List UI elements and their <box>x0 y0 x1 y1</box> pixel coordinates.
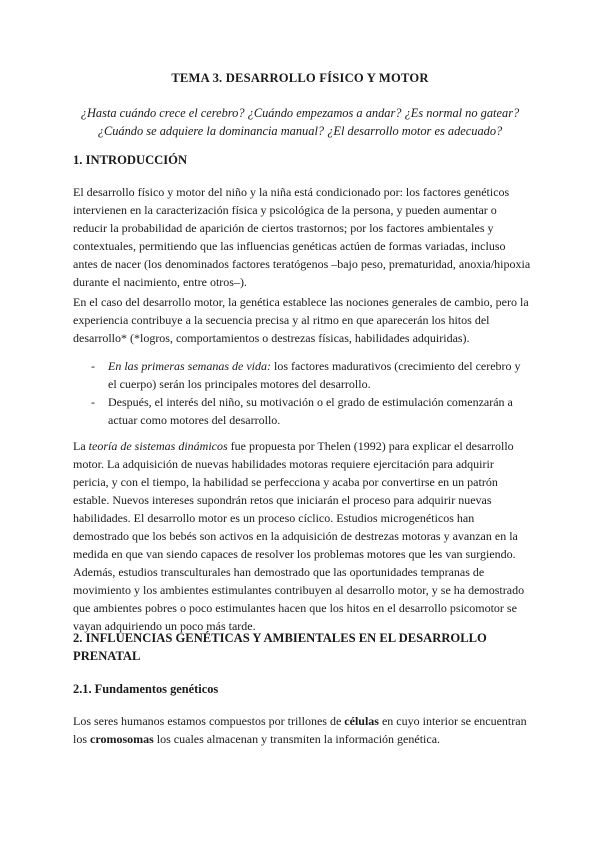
term-cells: células <box>344 714 379 728</box>
paragraph-text: los cuales almacenan y transmiten la información genética. <box>153 732 441 746</box>
list-item-text: los factores madurativos (crecimiento del cerebro y el cuerpo) serán los principales motores del desarrollo. <box>108 359 521 391</box>
genetics-paragraph <box>73 712 531 748</box>
motor-drivers-list <box>73 357 531 429</box>
bullet-dash: - <box>91 359 95 373</box>
section-2-heading: 2. INFLUENCIAS GENÉTICAS Y AMBIENTALES EN EL DESARROLLO PRENATAL <box>73 631 487 663</box>
list-item <box>73 357 531 393</box>
list-item <box>73 393 531 429</box>
paragraph-text: fue propuesta por Thelen (1992) para explicar el desarrollo motor. La adquisición de nuevas habilidades motoras requiere ejercitación para adquirir pericia, y con el tiempo, la habilidad se perfecciona y acaba por convertirse en un patrón estable. Nuevos intereses supondrán retos que iniciarán el proceso para adquirir nuevas habilidades. El desarrollo motor es un proceso cíclico. Estudios microgenéticos han demostrado que los bebés son activos en la adquisición de destrezas motoras y avanzan en la medida en que van siendo capaces de resolver los problemas motores que les van surgiendo. Además, estudios transculturales han demostrado que las oportunidades tempranas de movimiento y los ambientes estimulantes contribuyen al desarrollo motor, y se ha demostrado que ambientes pobres o poco estimulantes hacen que los hitos en el desarrollo psicomotor se vayan adquiriendo un poco más tarde. <box>73 439 525 633</box>
dynamic-systems-paragraph <box>73 437 531 635</box>
intro-paragraph-2: En el caso del desarrollo motor, la genética establece las nociones generales de cambio, pero la experiencia contribuye a la secuencia precisa y al ritmo en que aparecerán los hitos del desarrollo* (*logros, comportamientos o destrezas físicas, habilidades adquiridas). <box>73 295 529 345</box>
intro-paragraph-1: El desarrollo físico y motor del niño y la niña está condicionado por: los factores genéticos intervienen en la caracterización física y psicológica de la persona, y pueden aumentar o reducir la probabilidad de aparición de ciertos trastornos; por los factores ambientales y contextuales, permitiendo que las influencias genéticas actúen de formas variadas, incluso antes de nacer (los denominados factores teratógenos –bajo peso, prematuridad, anoxia/hipoxia durante el nacimiento, entre otros–). <box>73 185 531 289</box>
theory-term: teoría de sistemas dinámicos <box>88 439 228 453</box>
guiding-questions: ¿Hasta cuándo crece el cerebro? ¿Cuándo empezamos a andar? ¿Es normal no gatear? ¿Cuándo se adquiere la dominancia manual? ¿El desarrollo motor es adecuado? <box>80 106 520 138</box>
paragraph-text: La <box>73 439 89 453</box>
document-title: TEMA 3. DESARROLLO FÍSICO Y MOTOR <box>171 71 429 85</box>
term-chromosomes: cromosomas <box>90 732 154 746</box>
list-item-lead: En las primeras semanas de vida: <box>108 359 271 373</box>
paragraph-text: en cuyo interior se encuentran los <box>73 714 527 746</box>
list-item-text: Después, el interés del niño, su motivación o el grado de estimulación comenzarán a actuar como motores del desarrollo. <box>108 395 513 427</box>
bullet-dash: - <box>91 395 95 409</box>
subsection-2-1-heading: 2.1. Fundamentos genéticos <box>73 682 219 696</box>
section-1-heading: 1. INTRODUCCIÓN <box>73 153 188 167</box>
paragraph-text: Los seres humanos estamos compuestos por trillones de <box>73 714 345 728</box>
